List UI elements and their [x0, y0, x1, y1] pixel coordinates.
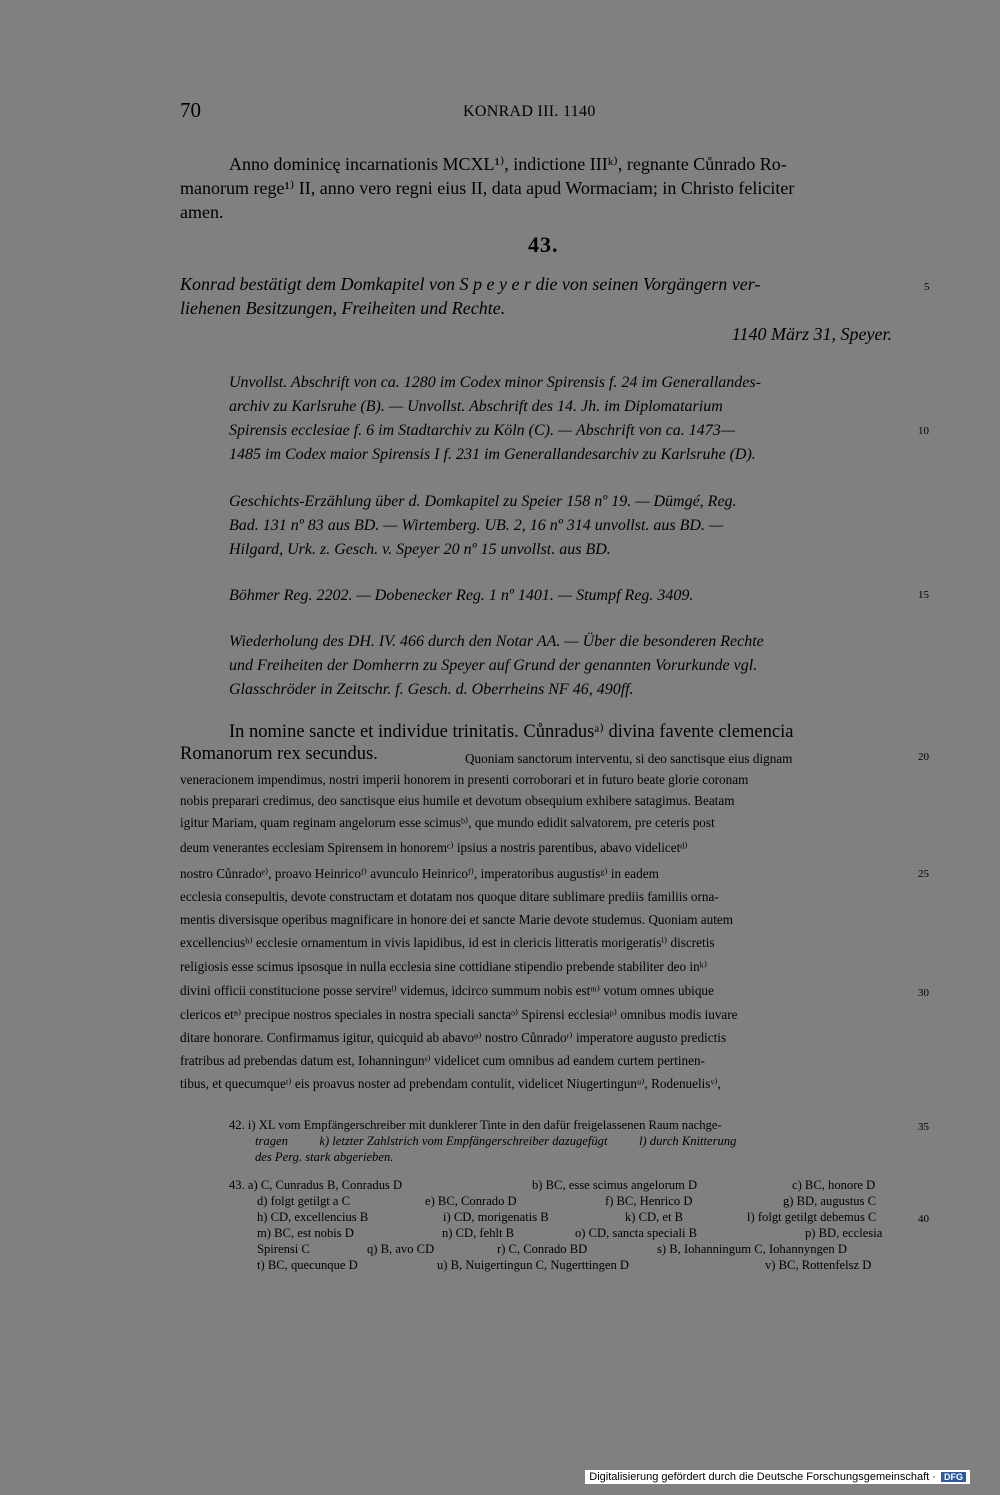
tradition-line-1: Unvollst. Abschrift von ca. 1280 im Codex minor Spirensis f. 24 im Generallandes-	[229, 374, 761, 391]
text-line-11: divini officii constitucione posse servireˡ⁾ videmus, idcirco summum nobis estᵐ⁾ votum omnes ubique	[180, 983, 714, 998]
footnote-43-k: k) CD, et B	[625, 1210, 684, 1224]
text-line-7: ecclesia consepultis, devote constructam et dotatam nos quoque ditare sublimare prediis familiis orna-	[180, 889, 719, 904]
tradition-line-3: Spirensis ecclesiae f. 6 im Stadtarchiv zu Köln (C). — Abschrift von ca. 1473—	[229, 422, 736, 439]
footnote-43-row-6	[257, 1258, 912, 1274]
invocation-line-1: In nomine sancte et individue trinitatis. Cůnradusᵃ⁾ divina favente clemencia	[229, 722, 794, 742]
footnote-43-p: p) BD, ecclesia	[805, 1226, 883, 1240]
text-line-9: excellenciusʰ⁾ ecclesie ornamentum in vivis lapidibus, id est in clericis litteratis morigeratisⁱ⁾ discretis	[180, 935, 715, 950]
footnote-43-t: t) BC, quecunque D	[257, 1258, 358, 1272]
footnote-43-d: d) folgt getilgt a C	[257, 1194, 351, 1208]
footnote-43-b: b) BC, esse scimus angelorum D	[532, 1178, 698, 1192]
text-line-14: fratribus ad prebendas datum est, Iohanningunˢ⁾ videlicet cum omnibus ad eandem curtem pertinen-	[180, 1053, 705, 1068]
text-line-1: Quoniam sanctorum interventu, si deo sanctisque eius dignam	[465, 751, 793, 766]
invocation-line-2: Romanorum rex secundus.	[180, 744, 378, 764]
footnote-43-h: h) CD, excellencius B	[257, 1210, 369, 1224]
page-number: 70	[180, 98, 201, 122]
footnote-43-n: n) CD, fehlt B	[442, 1226, 515, 1240]
footnote-43-g: g) BD, augustus C	[783, 1194, 877, 1208]
footnote-43-q: q) B, avo CD	[367, 1242, 435, 1256]
footnote-43-e: e) BC, Conrado D	[425, 1194, 517, 1208]
line-number-5: 5	[924, 281, 930, 293]
footnote-43-r: r) C, Conrado BD	[497, 1242, 588, 1256]
footnote-43-row-5	[257, 1242, 912, 1258]
dfg-logo: DFG	[941, 1472, 966, 1482]
intro-line-3: amen.	[180, 202, 224, 222]
line-number-40: 40	[918, 1213, 929, 1225]
line-number-30: 30	[918, 987, 929, 999]
footnote-43-m: m) BC, est nobis D	[257, 1226, 354, 1240]
footnote-43-c: c) BC, honore D	[792, 1178, 876, 1192]
text-line-8: mentis diversisque operibus magnificare in honore dei et sancte Marie devote studemus. Quoniam autem	[180, 912, 733, 927]
footnote-43-row-1	[229, 1178, 909, 1194]
footnote-43-s: s) B, Iohanningum C, Iohannyngen D	[657, 1242, 847, 1256]
regesta-line: Böhmer Reg. 2202. — Dobenecker Reg. 1 nº 1401. — Stumpf Reg. 3409.	[229, 587, 694, 604]
footnote-43-i: i) CD, morigenatis B	[443, 1210, 549, 1224]
footnote-43-row-4	[257, 1226, 912, 1242]
footnote-42-line-3: des Perg. stark abgerieben.	[255, 1150, 394, 1164]
line-number-20: 20	[918, 751, 929, 763]
comment-line-1: Wiederholung des DH. IV. 466 durch den Notar AA. — Über die besonderen Rechte	[229, 633, 764, 650]
text-line-13: ditare honorare. Confirmamus igitur, quicquid ab abavoᵠ⁾ nostro Cůnradoʳ⁾ imperatore augusto predictis	[180, 1030, 727, 1045]
running-title: KONRAD III. 1140	[463, 103, 596, 120]
prints-line-3: Hilgard, Urk. z. Gesch. v. Speyer 20 nº 15 unvollst. aus BD.	[229, 541, 611, 558]
footnote-42-line-2: tragen k) letzter Zahlstrich vom Empfängerschreiber dazugefügt l) durch Knitterung	[255, 1134, 737, 1148]
text-line-4: igitur Mariam, quam reginam angelorum esse scimusᵇ⁾, que mundo edidit salvatorem, pre ceteris post	[180, 815, 715, 830]
prints-line-2: Bad. 131 nº 83 aus BD. — Wirtemberg. UB. 2, 16 nº 314 unvollst. aus BD. —	[229, 517, 724, 534]
regest-line-1: Konrad bestätigt dem Domkapitel von S p e y e r die von seinen Vorgängern ver-	[180, 274, 761, 294]
document-number: 43.	[528, 232, 559, 257]
text-line-15: tibus, et quecumqueᵗ⁾ eis proavus noster ad prebendam contulit, videlicet Niugertingunᵘ⁾, Rodenuelisᵛ⁾,	[180, 1076, 721, 1091]
text-line-12: clericos etⁿ⁾ precipue nostros speciales in nostra speciali sanctaᵒ⁾ Spirensi ecclesiaᵖ⁾ omnibus modis iuvare	[180, 1007, 738, 1022]
text-line-6: nostro Cůnradoᵉ⁾, proavo Heinricoᶠ⁾ avunculo Heinricoᶠ⁾, imperatoribus augustisᵍ⁾ in eadem	[180, 866, 659, 881]
footnote-43-row-3	[257, 1210, 912, 1226]
comment-line-3: Glasschröder in Zeitschr. f. Gesch. d. Oberrheins NF 46, 490ff.	[229, 681, 634, 698]
text-line-2: veneracionem impendimus, nostri imperii honorem in presenti corroborari et in futuro beate glorie coronam	[180, 772, 749, 787]
footnote-43-f: f) BC, Henrico D	[605, 1194, 693, 1208]
intro-line-2: manorum rege¹⁾ II, anno vero regni eius II, data apud Wormaciam; in Christo feliciter	[180, 178, 795, 198]
tradition-line-4: 1485 im Codex maior Spirensis I f. 231 im Generallandesarchiv zu Karlsruhe (D).	[229, 446, 756, 463]
date-place: 1140 März 31, Speyer.	[731, 324, 892, 344]
footnote-43-o: o) CD, sancta speciali B	[575, 1226, 698, 1240]
footnote-43-p-cont: Spirensi C	[257, 1242, 310, 1256]
text-line-5: deum venerantes ecclesiam Spirensem in honoremᶜ⁾ ipsius a nostris parentibus, abavo videlicetᵈ⁾	[180, 840, 688, 855]
footnote-42-line-1: 42. i) XL vom Empfängerschreiber mit dunklerer Tinte in den dafür freigelassenen Raum nachge-	[229, 1118, 722, 1132]
funding-footer: Digitalisierung gefördert durch die Deutsche Forschungsgemeinschaft · DFG	[585, 1470, 970, 1484]
line-number-35: 35	[918, 1121, 929, 1133]
text-line-10: religiosis esse scimus ipsosque in nulla ecclesia sine cottidiane stipendio prebende stabiliter deo inᵏ⁾	[180, 959, 708, 974]
comment-line-2: und Freiheiten der Domherrn zu Speyer auf Grund der genannten Vorurkunde vgl.	[229, 657, 758, 674]
text-line-3: nobis preparari credimus, deo sanctisque eius humile et devotum obsequium exhibere satagimus. Beatam	[180, 793, 735, 808]
line-number-10: 10	[918, 425, 929, 437]
footnote-43-a: 43. a) C, Cunradus B, Conradus D	[229, 1178, 403, 1192]
footnote-43-u: u) B, Nuigertingun C, Nugerttingen D	[437, 1258, 630, 1272]
tradition-line-2: archiv zu Karlsruhe (B). — Unvollst. Abschrift des 14. Jh. im Diplomatarium	[229, 398, 723, 415]
funding-text: Digitalisierung gefördert durch die Deutsche Forschungsgemeinschaft	[589, 1471, 930, 1483]
line-number-15: 15	[918, 589, 929, 601]
prints-line-1: Geschichts-Erzählung über d. Domkapitel zu Speier 158 nº 19. — Dümgé, Reg.	[229, 493, 737, 510]
footnote-43-row-2	[257, 1194, 912, 1210]
regest-line-2: liehenen Besitzungen, Freiheiten und Rechte.	[180, 298, 506, 318]
intro-line-1: Anno dominicę incarnationis MCXL¹⁾, indictione IIIᵏ⁾, regnante Cůnrado Ro-	[229, 154, 787, 174]
footnote-43-l: l) folgt getilgt debemus C	[747, 1210, 877, 1224]
line-number-25: 25	[918, 868, 929, 880]
footnote-43-v: v) BC, Rottenfelsz D	[765, 1258, 872, 1272]
